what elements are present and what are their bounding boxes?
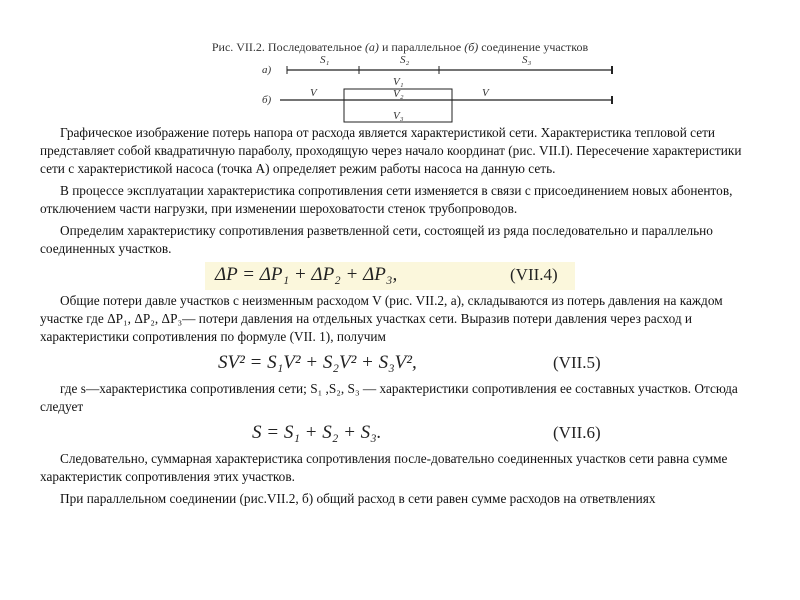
formula-number: (VII.5) [553,353,601,372]
v-out-label: V [482,87,489,99]
connection-diagram [250,52,530,124]
formula-expression: SV² = S₁V² + S₂V² + S₃V², [218,352,417,373]
paragraph: Графическое изображение потерь напора от расхода является характеристикой сети. Характеристика тепловой сети представляет собой квадратичную параболу, проходящую через начало координат (рис. VII.I). Пересечение характеристики сети с характеристикой насоса (точка A) определяет режим работы насоса на данную сеть. [40,125,742,176]
formula-number: (VII.4) [510,265,558,284]
s1-label: S₁ [320,54,330,66]
formula-number: (VII.6) [553,423,601,442]
formula-expression: S = S₁ + S₂ + S₃. [252,422,382,443]
paragraph: В процессе эксплуатации характеристика сопротивления сети изменяется в связи с присоединением новых абонентов, отключением части нагрузки, при изменении шероховатости стенок трубопроводов. [40,183,733,216]
s3-label: S₃ [522,54,532,66]
paragraph: При параллельном соединении (рис.VII.2, б) общий расход в сети равен сумме расходов на ответвлениях [60,491,656,506]
formula-row [205,262,575,290]
paragraph: Определим характеристику сопротивления разветвленной сети, состоящей из ряда последовательно и параллельно соединенных участков. [40,223,713,256]
label-a: а) [262,64,272,76]
caption-b: (б) [464,40,479,54]
paragraph: Общие потери давле участков с неизменным расходом V (рис. VII.2, а), складываются из потерь давления на каждом участке где ΔP₁, ΔP₂, ΔP₃— потери давления на отдельных участках сети. Выразив потери давления через расход и характеристики сопротивления по формуле (VII. 1), получим [40,293,723,344]
caption-text: соединение участков [478,40,589,54]
paragraph: Следовательно, суммарная характеристика сопротивления после-довательно соединенных участков сети равна сумме характеристик сопротивления этих участков. [40,451,728,484]
v2-label: V₂ [393,88,404,100]
s2-label: S₂ [400,54,410,66]
document-body [40,124,750,512]
v1-label: V₁ [393,76,404,88]
caption-a: (а) [364,40,379,54]
v3-label: V₃ [393,110,404,122]
caption-text: и параллельное [378,40,465,54]
formula-expression: ΔP = ΔP₁ + ΔP₂ + ΔP₃, [215,264,398,285]
caption-text: Рис. VII.2. Последовательное [211,40,365,54]
label-b: б) [262,94,272,106]
formula-row [40,420,750,448]
formula-row [40,350,750,378]
v-in-label: V [310,87,317,99]
paragraph: где s—характеристика сопротивления сети; S₁ ,S₂, S₃ — характеристики сопротивления ее составных участков. Отсюда следует [40,381,738,414]
